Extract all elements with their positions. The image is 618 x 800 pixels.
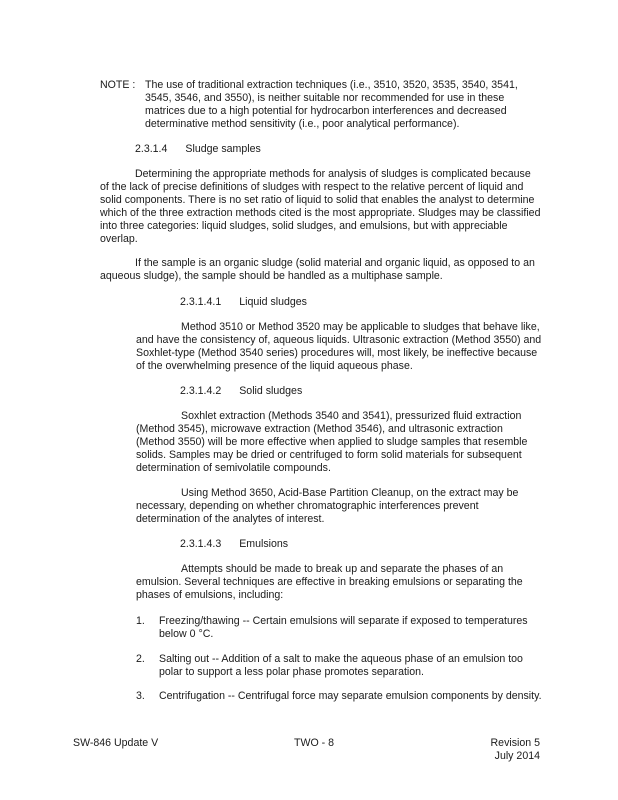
footer-document-id: SW-846 Update V xyxy=(73,737,159,749)
paragraph-acid-base-cleanup: Using Method 3650, Acid-Base Partition Cleanup, on the extract may be necessary, depending on whether chromatographic interferences prevent determination of the analytes of interest. xyxy=(136,487,519,525)
footer-revision-date: July 2014 xyxy=(494,749,540,762)
list-item-number: 2. xyxy=(136,653,145,665)
section-number: 2.3.1.4 xyxy=(135,143,168,155)
paragraph-sludge-definition: Determining the appropriate methods for analysis of sludges is complicated because of the lack of precise definitions of sludges with respect to the relative percent of liquid and solid components. There is no set ratio of liquid to solid that enables the analyst to determine which of the three extraction methods cited is the most appropriate. Sludges may be classified into three categories: liquid sludges, solid sludges, and emulsions, but with appreciable overlap. xyxy=(100,168,541,245)
section-heading-2-3-1-4 xyxy=(135,143,261,156)
list-item-text: Salting out -- Addition of a salt to make the aqueous phase of an emulsion too polar to support a less polar phase promotes separation. xyxy=(159,653,523,678)
paragraph-emulsions: Attempts should be made to break up and separate the phases of an emulsion. Several techniques are effective in breaking emulsions or separating the phases of emulsions, including: xyxy=(136,563,523,601)
subsection-heading-liquid-sludges xyxy=(180,296,307,309)
paragraph-organic-sludge: If the sample is an organic sludge (solid material and organic liquid, as opposed to an aqueous sludge), the sample should be handled as a multiphase sample. xyxy=(100,257,535,282)
list-item-number: 3. xyxy=(136,690,145,702)
subsection-number: 2.3.1.4.2 xyxy=(180,385,222,397)
section-title: Sludge samples xyxy=(185,143,261,155)
paragraph-liquid-sludges: Method 3510 or Method 3520 may be applicable to sludges that behave like, and have the consistency of, aqueous liquids. Ultrasonic extraction (Method 3550) and Soxhlet-type (Method 3540 series) procedures will, most likely, be ineffective because of the overwhelming presence of the liquid aqueous phase. xyxy=(136,321,542,372)
note-label: NOTE : xyxy=(100,79,136,91)
subsection-heading-solid-sludges xyxy=(180,385,302,398)
subsection-number: 2.3.1.4.1 xyxy=(180,296,222,308)
note-text: The use of traditional extraction techniques (i.e., 3510, 3520, 3535, 3540, 3541, 3545, 3546, and 3550), is neither suitable nor recommended for use in these matrices due to a high potential for hydrocarbon interferences and decreased determinative method sensitivity (i.e., poor analytical performance). xyxy=(145,79,518,130)
footer-revision-number: Revision 5 xyxy=(490,737,540,749)
subsection-title: Emulsions xyxy=(239,538,289,550)
subsection-title: Liquid sludges xyxy=(239,296,307,308)
subsection-title: Solid sludges xyxy=(239,385,303,397)
subsection-heading-emulsions xyxy=(180,538,288,551)
footer-revision xyxy=(430,737,540,763)
footer-page-number: TWO - 8 xyxy=(294,737,335,749)
list-item-number: 1. xyxy=(136,615,145,627)
subsection-number: 2.3.1.4.3 xyxy=(180,538,222,550)
list-item-text: Freezing/thawing -- Certain emulsions will separate if exposed to temperatures below 0 °C. xyxy=(159,615,528,640)
paragraph-solid-sludges: Soxhlet extraction (Methods 3540 and 3541), pressurized fluid extraction (Method 3545), microwave extraction (Method 3546), and ultrasonic extraction (Method 3550) will be more effective when applied to sludge samples that resemble solids. Samples may be dried or centrifuged to form solid materials for subsequent determination of semivolatile compounds. xyxy=(136,410,528,474)
list-item-text: Centrifugation -- Centrifugal force may separate emulsion components by density. xyxy=(159,690,542,702)
